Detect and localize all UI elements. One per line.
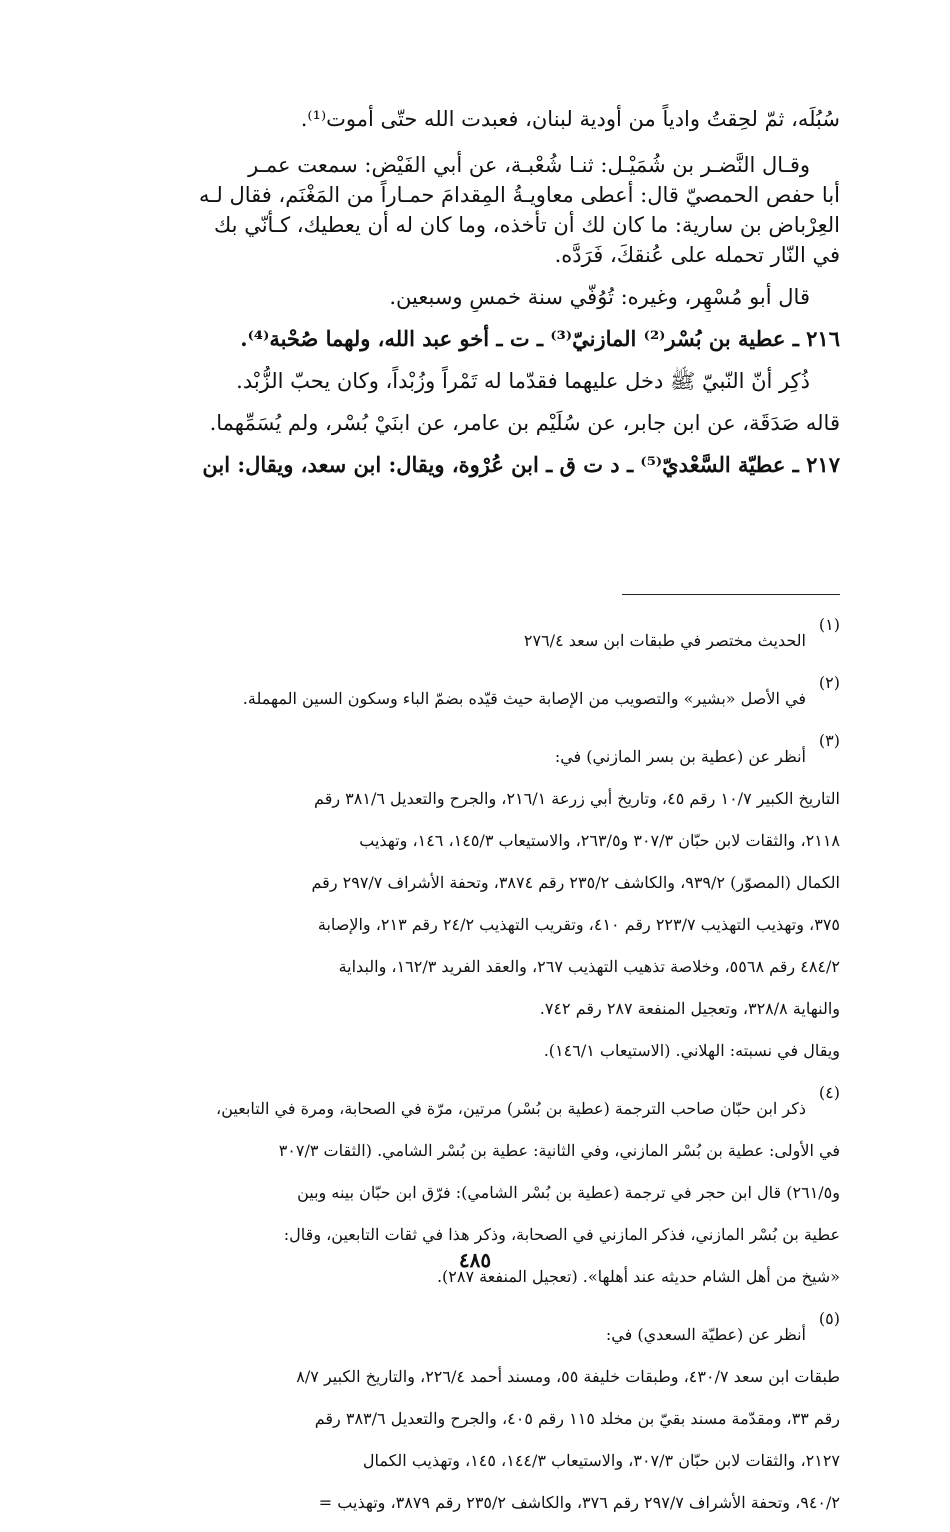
footnote-line: التاريخ الكبير ١٠/٧ رقم ٤٥، وتاريخ أبي زرعة ٢١٦/١، والجرح والتعديل ٣٨١/٦ رقم [314,789,840,808]
footnote-divider [622,594,840,595]
footnote-line: في الأولى: عطية بن بُسْر المازني، وفي الثانية: عطية بن بُسْر الشامي. (الثقات ٣٠٧/٣ [278,1141,840,1160]
text-line: قال أبو مُسْهِر، وغيره: تُوُفّي سنة خمسٍ وسبعين. [389,285,810,309]
footnote-3 [150,728,840,1080]
footnote-4 [150,1080,840,1306]
footnote-line: ويقال في نسبته: الهلاني. (الاستيعاب ١٤٦/١). [543,1041,840,1060]
footnote-2 [150,670,840,728]
footnote-line: ٢١٢٧، والثقات لابن حبّان ٣٠٧/٣، والاستيعاب ١٤٤/٣، ١٤٥، وتهذيب الكمال [362,1451,840,1470]
text-line: العِرْباض بن سارية: ما كان لك أن تأخذه، وما كان له أن يعطيك، كـأنّي بك [213,213,840,237]
footnote-line: والنهاية ٣٢٨/٨، وتعجيل المنفعة ٢٨٧ رقم ٧٤٢. [539,999,840,1018]
footnote-number: (٢) [818,673,840,692]
footnote-line: ٩٤٠/٢، وتحفة الأشراف ٢٩٧/٧ رقم ٣٧٦، والكاشف ٢٣٥/٢ رقم ٣٨٧٩، وتهذيب = [318,1493,840,1512]
text-line: سُبُلَه، ثمّ لحِقتُ وادياً من أودية لبنان، فعبدت الله حتّى أموت⁽¹⁾. [300,107,840,131]
text-line: ذُكِر أنّ النّبيّ ﷺ دخل عليهما فقدّما له تَمْراً وزُبْداً، وكان يحبّ الزُّبْد. [236,369,810,393]
footnote-line: ٢١١٨، والثقات لابن حبّان ٣٠٧/٣ و٢٦٣/٥، والاستيعاب ١٤٥/٣، ١٤٦، وتهذيب [359,831,840,850]
footnote-number: (١) [818,615,840,634]
footnote-line: ذكر ابن حبّان صاحب الترجمة (عطية بن بُسْر) مرتين، مرّة في الصحابة، ومرة في التابعين، [216,1099,806,1118]
footnote-line: الحديث مختصر في طبقات ابن سعد ٢٧٦/٤ [523,631,806,650]
footnote-line: «شيخ من أهل الشام حديثه عند أهلها». (تعجيل المنفعة ٢٨٧). [436,1267,840,1286]
text-line: أبا حفص الحمصيّ قال: أعطى معاويـةُ المِقدامَ حمـاراً من المَغْنَم، فقال لـه [199,183,840,207]
text-line: قاله صَدَقَة، عن ابن جابر، عن سُلَيْم بن عامر، عن ابنَيْ بُسْر، ولم يُسَمِّهما. [209,411,840,435]
text-line: في النّار تحمله على عُنقكَ، فَرَدَّه. [554,243,840,267]
footnote-line: ٤٨٤/٢ رقم ٥٥٦٨، وخلاصة تذهيب التهذيب ٢٦٧، والعقد الفريد ١٦٢/٣، والبداية [338,957,840,976]
entry-heading-216: ٢١٦ ـ عطية بن بُسْر⁽²⁾ المازنيّ⁽³⁾ ـ ت ـ أخو عبد الله، ولهما صُحْبة⁽⁴⁾. [240,326,840,351]
footnote-1 [150,612,840,670]
footnote-line: عطية بن بُسْر المازني، فذكر المازني في الصحابة، وذكر هذا في ثقات التابعين، وقال: [283,1225,840,1244]
main-text [150,104,840,480]
footnotes [150,612,840,1532]
footnote-line: ٣٧٥، وتهذيب التهذيب ٢٢٣/٧ رقم ٤١٠، وتقريب التهذيب ٢٤/٢ رقم ٢١٣، والإصابة [317,915,840,934]
footnote-number: (٥) [818,1309,840,1328]
footnote-line: في الأصل «بشير» والتصويب من الإصابة حيث قيّده بضمّ الباء وسكون السين المهملة. [242,689,806,708]
footnote-line: طبقات ابن سعد ٤٣٠/٧، وطبقات خليفة ٥٥، ومسند أحمد ٢٢٦/٤، والتاريخ الكبير ٨/٧ [296,1367,840,1386]
entry-heading-217: ٢١٧ ـ عطيّة السَّعْديّ⁽⁵⁾ ـ د ت ق ـ ابن عُرْوة، ويقال: ابن سعد، ويقال: ابن [202,452,840,477]
footnote-line: و٢٦١/٥) قال ابن حجر في ترجمة (عطية بن بُسْر الشامي): فرّق ابن حبّان بينه وبين [297,1183,840,1202]
footnote-number: (٣) [818,731,840,750]
footnote-line: أنظر عن (عطيّة السعدي) في: [605,1325,806,1344]
footnote-line: أنظر عن (عطية بن بسر المازني) في: [554,747,806,766]
footnote-number: (٤) [818,1083,840,1102]
page-number: ٤٨٥ [458,1248,492,1272]
footnote-line: الكمال (المصوّر) ٩٣٩/٢، والكاشف ٢٣٥/٢ رقم ٣٨٧٤، وتحفة الأشراف ٢٩٧/٧ رقم [311,873,840,892]
footnote-5 [150,1306,840,1532]
text-line: وقـال النَّضـر بن شُمَيْـل: ثنـا شُعْبـة، عن أبي الفَيْض: سمعت عمـر [248,153,810,177]
footnote-line: رقم ٣٣، ومقدّمة مسند بقيّ بن مخلد ١١٥ رقم ٤٠٥، والجرح والتعديل ٣٨٣/٦ رقم [314,1409,840,1428]
